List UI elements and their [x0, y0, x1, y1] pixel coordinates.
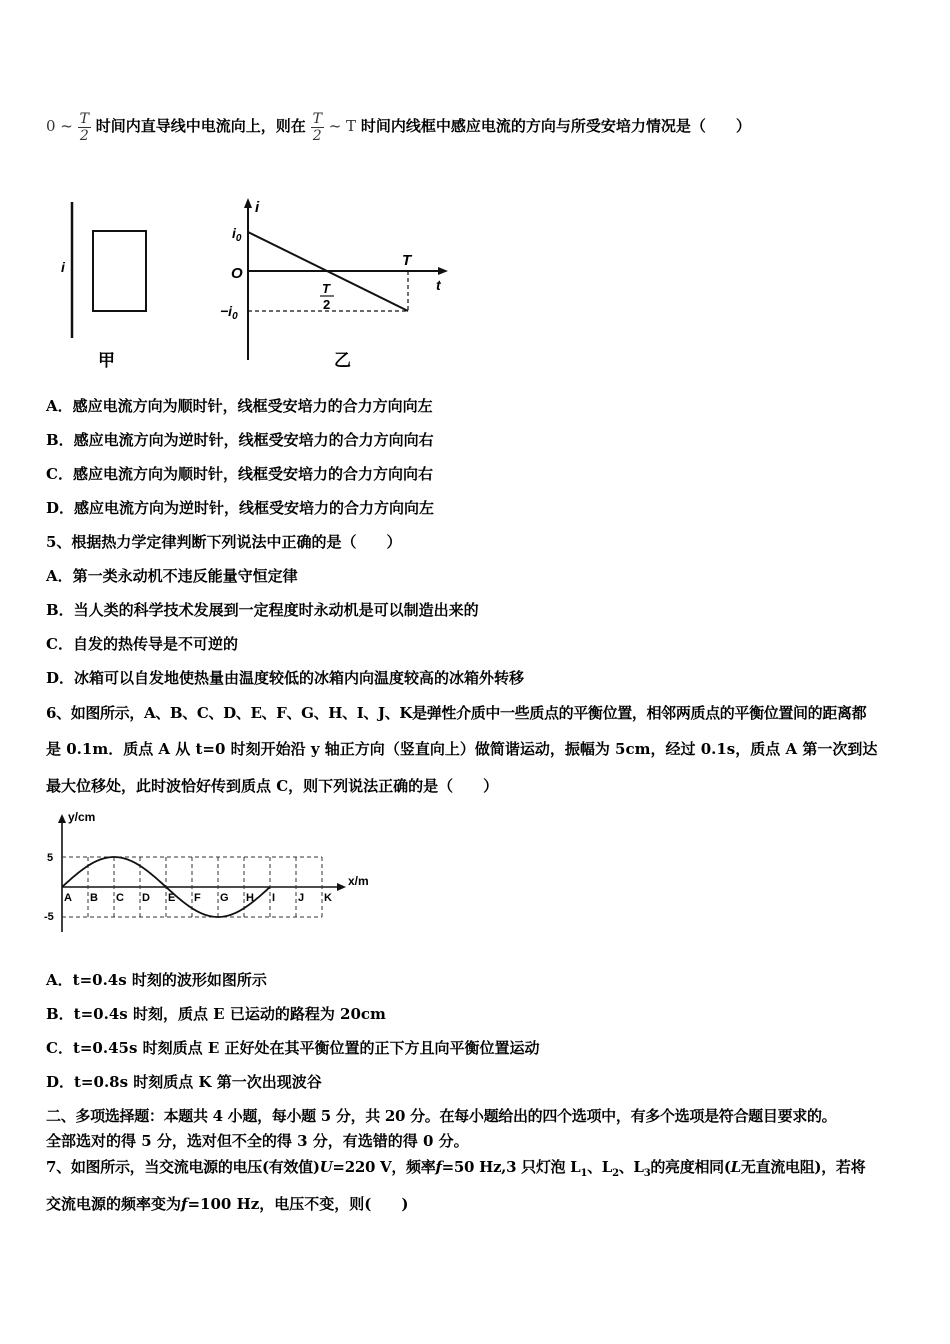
q6-option-c: C．t=0.45s 时刻质点 E 正好处在其平衡位置的正下方且向平衡位置运动: [46, 1039, 540, 1057]
caption-jia: 甲: [98, 351, 115, 370]
wire-current-label: i: [61, 259, 65, 275]
y-axis-label: i: [255, 199, 260, 216]
q4-option-b: B．感应电流方向为逆时针，线框受安培力的合力方向向右: [46, 431, 434, 449]
caption-yi: 乙: [334, 351, 351, 370]
q5-option-c: C．自发的热传导是不可逆的: [46, 635, 238, 653]
q6-stem-line-3: 最大位移处，此时波恰好传到质点 C，则下列说法正确的是（ ）: [46, 777, 499, 795]
point-label-D: D: [142, 892, 150, 904]
neg-i0-label: $-i_0$: [220, 303, 238, 322]
origin-label: O: [231, 265, 243, 282]
wave-point-labels: [64, 892, 332, 904]
i0-label: $i_0$: [232, 225, 242, 244]
range2-tail: ~ T: [328, 117, 357, 135]
q6-option-b: B．t=0.4s 时刻，质点 E 已运动的路程为 20cm: [46, 1005, 386, 1023]
q4-option-d: D．感应电流方向为逆时针，线框受安培力的合力方向向左: [46, 499, 435, 517]
q5-option-d: D．冰箱可以自发地使热量由温度较低的冰箱内向温度较高的冰箱外转移: [46, 669, 525, 687]
intro-text-1: 时间内直导线中电流向上，则在: [95, 117, 306, 135]
intro-text-2: 时间内线框中感应电流的方向与所受安培力情况是（ ）: [360, 117, 751, 135]
point-label-K: K: [324, 892, 332, 904]
wave-x-label: x/m: [348, 874, 369, 888]
range1-start: 0 ~: [46, 117, 73, 135]
wave-y-neg-label: -5: [44, 911, 54, 923]
point-label-E: E: [168, 892, 176, 904]
intro-line: [46, 104, 751, 148]
figure-1: [50, 190, 460, 375]
point-label-H: H: [246, 892, 254, 904]
x-axis-label: t: [436, 277, 441, 293]
q6-option-a: A．t=0.4s 时刻的波形如图所示: [46, 971, 267, 989]
point-label-I: I: [272, 892, 276, 904]
section-2-line-1: 二、多项选择题：本题共 4 小题，每小题 5 分，共 20 分。在每小题给出的四个选项中，有多个选项是符合题目要求的。: [46, 1107, 837, 1125]
x-axis-arrow: [438, 267, 448, 275]
point-label-G: G: [220, 892, 229, 904]
section-2-line-2: 全部选对的得 5 分，选对但不全的得 3 分，有选错的得 0 分。: [46, 1132, 469, 1150]
q7-line-2: 交流电源的频率变为f=100 Hz，电压不变，则( ): [46, 1195, 409, 1213]
y-axis-arrow: [244, 198, 252, 208]
half-T-den: 2: [323, 297, 331, 312]
point-label-C: C: [116, 892, 124, 904]
wave-y-axis-arrow: [58, 814, 66, 823]
wave-y-label: y/cm: [68, 810, 96, 824]
q4-option-a: A．感应电流方向为顺时针，线框受安培力的合力方向向左: [46, 397, 433, 415]
fraction-T-over-2-b: $\frac{T}{2}$: [312, 110, 322, 144]
wave-y-pos-label: 5: [47, 852, 54, 864]
q5-stem: 5、根据热力学定律判断下列说法中正确的是（ ）: [46, 533, 402, 551]
q5-option-b: B．当人类的科学技术发展到一定程度时永动机是可以制造出来的: [46, 601, 479, 619]
point-label-B: B: [90, 892, 98, 904]
q6-stem-line-1: 6、如图所示，A、B、C、D、E、F、G、H、I、J、K是弹性介质中一些质点的平衡位置，相邻两质点的平衡位置间的距离都: [46, 704, 867, 722]
q4-option-c: C．感应电流方向为顺时针，线框受安培力的合力方向向右: [46, 465, 433, 483]
q5-option-a: A．第一类永动机不违反能量守恒定律: [46, 567, 298, 585]
q6-option-d: D．t=0.8s 时刻质点 K 第一次出现波谷: [46, 1073, 322, 1091]
wave-x-axis-arrow: [337, 883, 346, 891]
wire-frame: [93, 231, 146, 311]
half-T-num: T: [322, 281, 330, 296]
point-label-A: A: [64, 892, 72, 904]
q7-line-1: 7、如图所示，当交流电源的电压(有效值)U=220 V，频率f=50 Hz,3 只灯泡 $L_1$、$L_2$、$L_3$的亮度相同(L无直流电阻)，若将: [46, 1158, 866, 1179]
point-label-F: F: [194, 892, 201, 904]
fraction-T-over-2: $\frac{T}{2}$: [79, 110, 90, 144]
q6-stem-line-2: 是 0.1m．质点 A 从 t=0 时刻开始沿 y 轴正方向（竖直向上）做简谐运动，振幅为 5cm，经过 0.1s，质点 A 第一次到达: [46, 740, 878, 758]
T-label: T: [402, 252, 412, 269]
point-label-J: J: [298, 892, 305, 904]
figure-2-wave-chart: [40, 810, 380, 940]
